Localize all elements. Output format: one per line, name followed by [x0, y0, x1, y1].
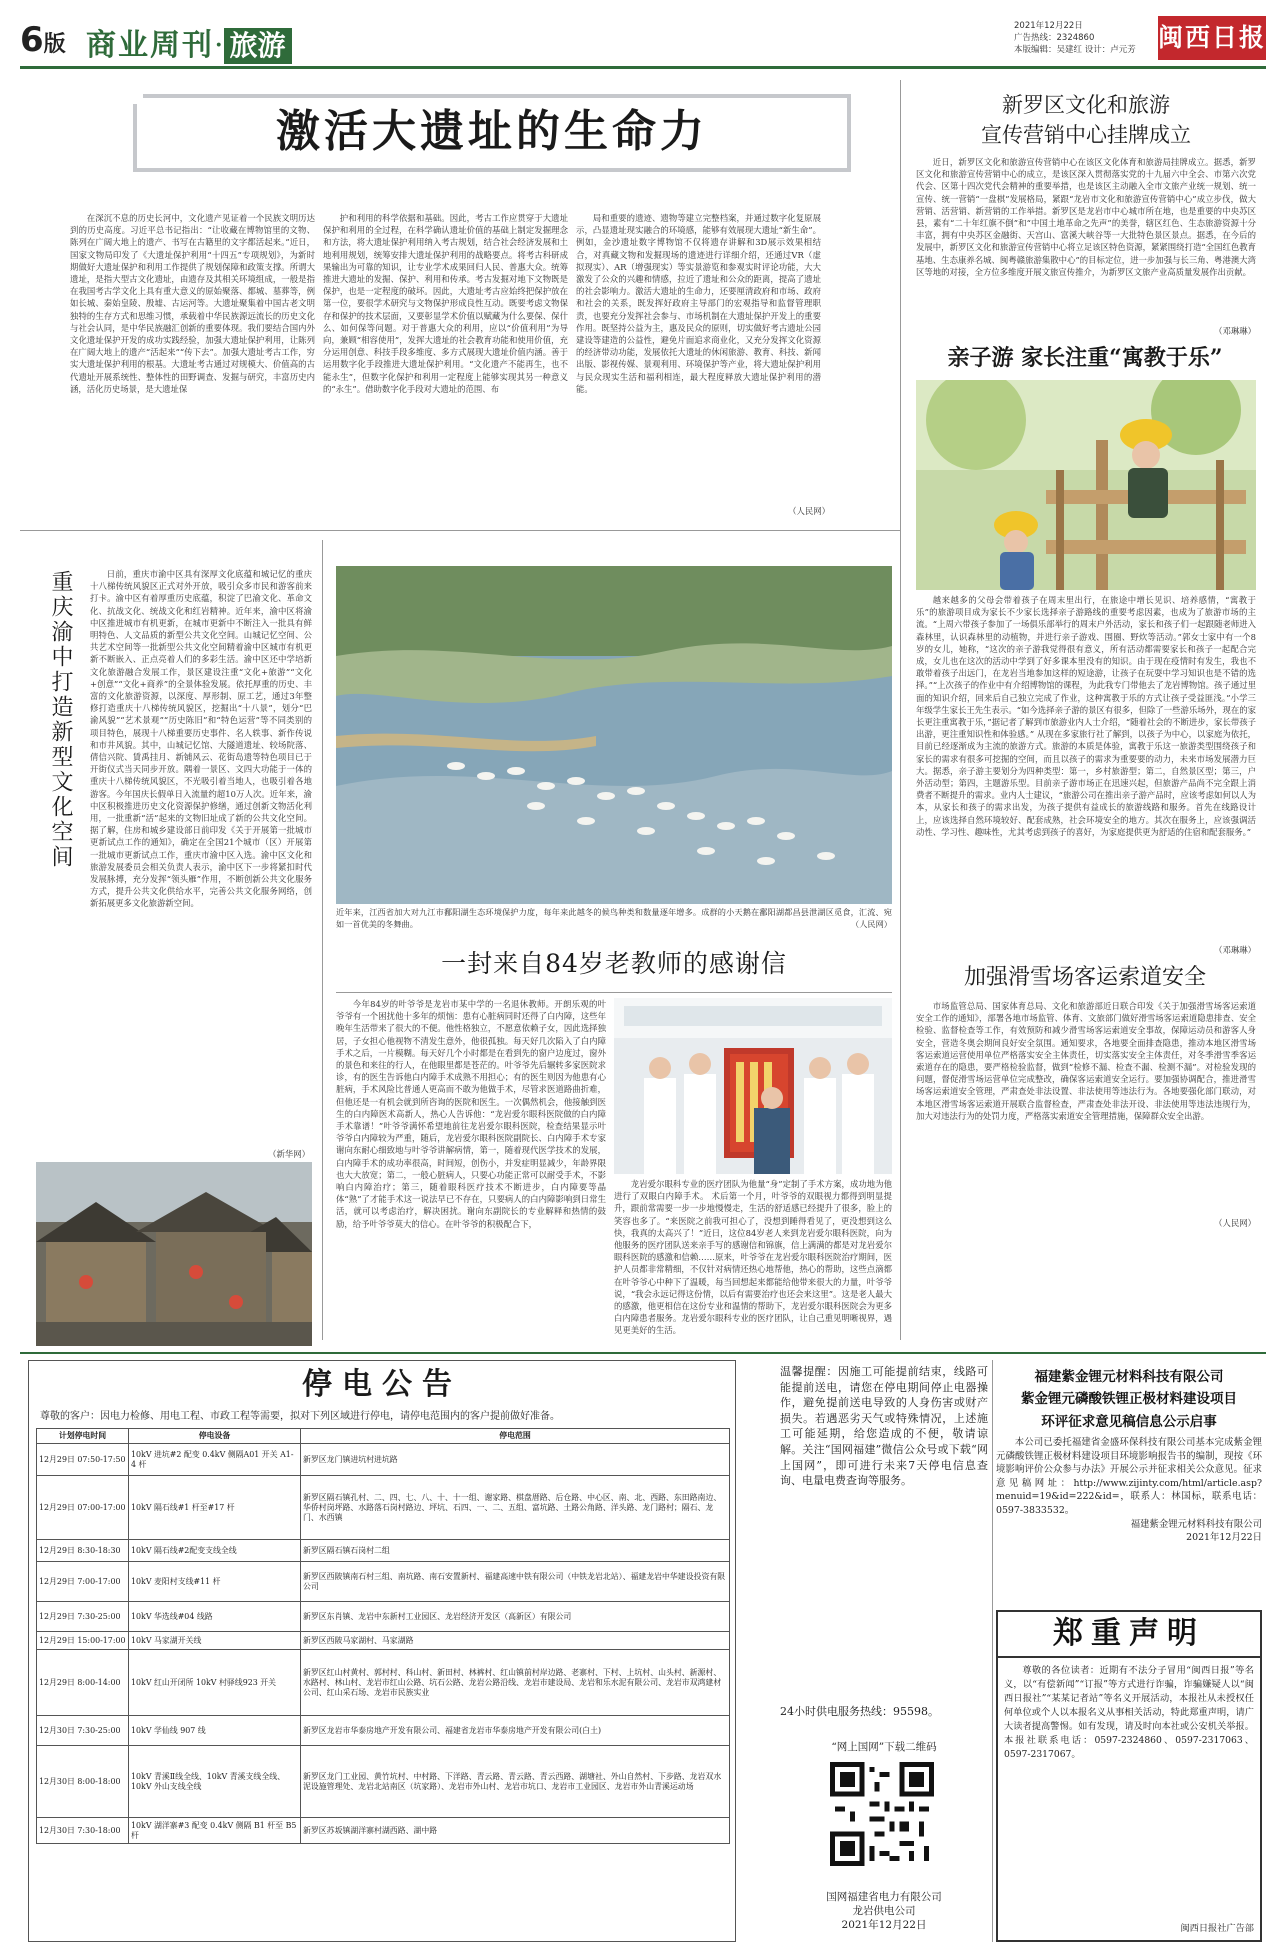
chongqing-body: 日前，重庆市渝中区具有深厚文化底蕴和城记忆的重庆十八梯传统风貌区正式对外开放，吸引众多市民和游客前来打卡。渝中区有着厚重历史底蕴，积淀了巴渝文化、革命文化、抗战文化、统战文化和红岩精神。近年来，渝中区将渝中区推进城市有机更新，在城市更新中不断注入一批具有鲜明特色、人文品质的新型公共文化空间。山城记忆空间、公共艺术空间等一批新型公共文化空间精着渝中区城市有机更新不断嵌入、正点亮着人们的多彩生活。渝中区还中学培新文化旅游融合发展工作，景区建设注重“文化+旅游”“文化+创意”“文化+商养”的全景体验发展。依托厚重的历史、丰富的文化旅游资源，以深度、厚形制、原工艺，通过3年整修打造重庆十八梯传统风貌区，挖掘出“十八景”，划分“巴渝风貌”“艺术景观”“历史陈旧”和“特色运营”等不同类别的项目特色，展现十八梯重要历史事件、名人轶事、新作传说和市井风貌。其中，山城记忆馆、大隧道遗址、较场院落、倩信兴院、賃禹挂月、新铺风云、花街岛遗等特色项目已于开街仪式当天同步开放。隅着一景区、文四大功能于一体的重庆十八梯传统风貌区，不光吸引着当地人，也吸引着各地游客。今年国庆长假单日入流量约超10万人次。近年来，渝中区积极推进历史文化资源保护修缮，通过创新文物活化利用，一批重新“活”起来的文物旧址成了新的公共文化空间。据了解，住房和城乡建设部日前印发《关于开展第一批城市更新试点工作的通知》，确定在全国21个城市（区）开展第一批城市更新试点工作，重庆市渝中区入选。渝中区文化和旅游发展委员会相关负责人表示，渝中区下一步将紧扣时代发展脉搏，充分发挥“领头雁”作用，不断创新公共文化服务方式，提升公共文化供给水平，完善公共文化服务网络，创新拓展更多文化旅游新空间。 [90, 569, 312, 909]
lead-column-3: 局和重要的遗迹、遗物等建立完整档案，并通过数字化复原展示，凸显遗址现实融合的环境感，能够有效展现大遗址“新生命”。例如，金沙遗址数字博物馆不仅将遗存讲解和3D展示效果相结合，对真藏文物和发掘现场的遗迹进行详细介绍，还通过VR（虚拟现实）、AR（增强现实）等实景游览和参观实时评论功能，大大激发了公众的兴趣和情感，拉近了遗址和公众的距离，提高了遗址的社会影响力。激活大遗址的生命力，还要厘清政府和市场、政府和社会的关系，既发挥好政府主导部门的宏观指导和监督管理职责，也要充分发挥社会参与、市场机制在大遗址保护开发上的重要作用。既坚持公益为主，惠及民众的原则，切实做好考古遗址公园建设等建造的公益性，避免片面追求商业化，又充分发挥文化资源的经济带动功能，发展依托大遗址的休闲旅游、教育、科技、新闻出版、影视传媒、景观利用、环境保护等产业，将大遗址保护利用与民众现实生活和福利相连，最大程度释放大遗址保护利用的潜能。 [576, 213, 821, 394]
vertical-divider-right [900, 80, 901, 1340]
bottom-divider-mid [992, 1360, 993, 1942]
outage-hotline: 24小时供电服务热线：95598。 [780, 1705, 939, 1718]
ski-byline: （人民网） [1214, 1218, 1256, 1228]
outage-header-device: 停电设备 [129, 1429, 301, 1444]
lead-title: 激活大遗址的生命力 [276, 106, 708, 157]
xinluo-byline: （邓琳琳） [1214, 326, 1256, 336]
parent-photo [916, 380, 1256, 590]
zijin-body: 本公司已委托福建省金盛环保科技有限公司基本完成紫金锂元磷酸铁锂正极材料建设项目环境影响报告书的编制，现按《环境影响评价公众参与办法》开展公示并征求相关公众意见。征求意见稿网址：http://www.zijinty.com/html/article.asp?menuid=19&id=222&id=，联系人：林国标，联系电话：0597-3833532。 [996, 1437, 1262, 1516]
masthead-rule [20, 66, 1266, 69]
table-row: 12月29日 7:00-17:00 10kV 麦阳村支线#11 杆 新罗区西陂镇南石村三组、南坑路、南石安置新村、福建高速中铁有限公司（中铁龙岩北站）、福建龙岩中华建设投资有限公司 [37, 1562, 730, 1602]
lead-divider-bottom [20, 530, 900, 531]
zijin-signer: 福建紫金锂元材料科技有限公司 [1130, 1518, 1262, 1530]
masthead-info: 2021年12月22日 广告热线：2324860 本版编辑：吴建红 设计：卢元芳 [1014, 21, 1136, 55]
outage-signature: 国网福建省电力有限公司 龙岩供电公司 2021年12月22日 [826, 1891, 942, 1931]
parent-body: 越来越多的父母会带着孩子在周末里出行，在旅途中增长见识、培养感情，“寓教于乐”的旅游项目成为家长不少家长选择亲子游路线的重要考虑因素，也成为了旅游市场的主流。“上周六带孩子参加了一场俱乐部举行的周末户外活动，家长和孩子们一起跟随老师进入森林里，认识森林里的动植物，并进行亲子游戏、围圈、野炊等活动。”郭女士家中有一个8岁的女儿，她称，“这次的亲子游我觉得很有意义，所有活动都需要家长和孩子一起配合完成，女儿也在这次的活动中学到了好多课本里没有的知识。由于现在疫情时有发生，我也不敢带着孩子出远门，在龙岩当地参加这样的短途游，让孩子在玩耍中学习知识也是不错的选择。”“上次孩子的作业中有介绍博物馆的课程，为此我专门带他去了龙岩博物馆。孩子通过里面的知识介绍，回来后自己独立完成了作业，这种寓教于乐的方式让孩子受益匪浅。”小学三年级学生家长王先生表示。“如今选择亲子游的景区有很多，但除了一些游乐场外，现在的家长更注重寓教于乐，”据记者了解到市旅游业内人士介绍，“随着社会的不断进步，家长带孩子出游，更注重知识性和体验感。” 从现在多家旅行社了解到，以孩子为中心，以家庭为依托，目前已经逐渐成为主流的旅游方式。旅游的本质是体验，寓教于乐这一旅游类型围绕孩子和家长的需求有很多可挖掘的空间，而且以孩子的需求为重要要的动力，未来市场发展潜力巨大。据悉，亲子游主要划分为四种类型：第一，乡村旅游型；第二，自然景区型；第三，户外活动型；第四，主题游乐型。目前亲子游市场正在迅速兴起，但旅游产品尚不完全跟上消费者不断提升的需求。业内人士建议，“旅游公司在推出亲子游产品时，应该考虑如何以人为本，从家长和孩子的需求出发，为孩子提供有益成长的旅游线路和服务。首先在线路设计上，应该选择自然环境较好、配套成熟，社会环境安全的地方。其次在服务上，应该强调活动性、学习性、趣味性，尤其考虑到孩子的喜好，为家庭提供更为舒适的住宿和配套服务。” [916, 595, 1256, 837]
ski-body: 市场监管总局、国家体育总局、文化和旅游部近日联合印发《关于加强滑雪场客运索道安全工作的通知》，部署各地市场监管、体育、文旅部门做好滑雪场客运索道隐患排查、安全检验、监督检查等工作，有效预防和减少滑雪场客运索道安全事故，保障运动员和游客人身安全，营造冬奥会期间良好安全氛围。通知要求，各地要全面排查隐患，推动本地区滑雪场客运索道运营使用单位严格落实安全主体责任，切实落实安全主体责任，对冬季滑雪季客运索道存在的隐患，要严格检验监督，做到“检修不漏、检查不漏、检测不漏”。对检验发现的问题，督促滑雪场运营单位完成整改，确保客运索道安全运行。要加强协调配合，推进滑雪场客运索道安全管理，严肃查处非法设置、非法使用等违法行为。各地要强化部门联动，对本地区滑雪场客运索道开展联合监督检查，严肃查处非法开设、非法使用等违法违规行为，加大对违法行为的处罚力度，严格落实索道安全管理措施，保障群众安全出游。 [916, 1001, 1256, 1121]
outage-table-header [37, 1429, 730, 1444]
qr-code-icon [830, 1762, 934, 1866]
chongqing-byline: （新华网） [268, 1149, 310, 1159]
chongqing-photo-svg [36, 1162, 312, 1346]
outage-tip: 温馨提醒：因施工可能提前结束，线路可能提前送电，请您在停电期间停止电器操作，避免提前送电导致的人身伤害或财产损失。若遇恶劣天气或特殊情况，上述施工可能延期，给您造成的不便，敬请谅解。关注“国网福建”微信公众号或下载“网上国网”，即可进行未来7天停电信息查询、电量电费查询等服务。 [780, 1365, 988, 1488]
chongqing-divider [322, 540, 323, 1340]
newspaper-logo: 闽西日报 [1158, 16, 1266, 60]
xinluo-title: 新罗区文化和旅游 宣传营销中心挂牌成立 [981, 93, 1191, 147]
lead-byline: （人民网） [788, 506, 830, 516]
table-row: 12月29日 15:00-17:00 10kV 马家湖开关线 新罗区西陂马家湖村、马家湖路 [37, 1632, 730, 1650]
letter-title: 一封来自84岁老教师的感谢信 [441, 949, 787, 978]
notice-body: 尊敬的各位读者：近期有不法分子冒用“闽西日报”等名义，以“有偿新闻”“订报”等方式进行诈骗，诈骗嫌疑人以“闽西日报社”“某某记者站”等名义开展活动，本报社从未授权任何单位或个人以本报名义从事相关活动，特此郑重声明，请广大读者提高警惕。如有发现，请及时向本社或公安机关举报。本报社联系电话：0597-2324860、0597-2317063、0597-2317067。 [1004, 1665, 1254, 1760]
letter-column-1: 今年84岁的叶爷爷是龙岩市某中学的一名退休教师。开朗乐观的叶爷爷有一个困扰他十多年的烦恼：患有心脏病同时还得了白内障，这些年晚年生活带来了很大的不便。他性格独立，不愿意依赖子女，因此选择独居，子女担心他视物不清发生意外，他很孤独。每天好几次陷入了白内障手术之后，一片模糊。每天好几个小时都是在看到先的窗户边度过，窗外的景色和来往的行人，在他眼里都是苍茫的。叶爷爷先后辗转多家医院求诊，有的医生告诉他白内障手术成熟不用担心；有的医生则因为他患有心脏病，手术风险比普通人更高而不敢为他做手术，尽管求医道路曲折难，但他还是一有机会就到所咨询的医院和医生。一次偶然机会，他接触到医生的白内障医术高新人，热心人告诉他：“龙岩爱尔眼科医院做的白内障手术靠谱！”叶爷爷满怀希望地前往龙岩爱尔眼科医院，检查结果显示叶爷爷白内障较为严重，随后，龙岩爱尔眼科医院副院长、白内障手术专家谢向东耐心细致地与叶爷爷讲解病情，第一，随着现代医学技术的发展，白内障手术的成功率很高，时间短，创伤小，并发症明显减少，年龄界限也大大放宽；第二，一般心脏病人，只要心功能正常可以耐受手术，不影响白内障治疗；第三，随着眼科医疗技术不断进步，白内障要等晶体“熟”了才能手术这一说法早已不存在，只要病人的白内障影响到日常生活，就可以考虑治疗，解决困扰。谢向东副院长的专业解释和热情的鼓励，给予叶爷爷莫大的信心。在叶爷爷的积极配合下， [336, 999, 606, 1229]
letter-photo-svg [614, 998, 892, 1174]
lead-title-deco [127, 88, 143, 104]
masthead [20, 14, 1266, 66]
zijin-project: 紫金锂元磷酸铁锂正极材料建设项目 [1021, 1391, 1237, 1407]
zijin-notice [996, 1366, 1262, 1545]
page-number: 6版 [20, 20, 66, 60]
table-row: 12月29日 7:30-25:00 10kV 华选线#04 线路 新罗区东肖镇、龙岩中东新村工业园区、龙岩经济开发区（高新区）有限公司 [37, 1602, 730, 1632]
lake-photo-svg [336, 566, 892, 904]
table-row: 12月30日 8:00-18:00 10kV 青溪Ⅱ线全线、10kV 青溪支线全线、10kV 外山支线全线 新罗区龙门工业园、黄竹坑村、中村路、下洋路、青云路、青云路、青云西路、湖塘社、外山自然村、下步路、龙岩双水泥设施管理处、龙岩北站南区（坑家路）、龙岩市外山村、龙岩市坑口、龙岩市工业园区、龙岩市外山青溪运动场 [37, 1746, 730, 1818]
lead-column-1: 在深沉不息的历史长河中，文化遗产见证着一个民族文明历达到的历史高度。习近平总书记指出：“让收藏在博物馆里的文物、陈列在广阔大地上的遗产、书写在古籍里的文字都活起来。”近日，国家文物局印发了《大遗址保护利用“十四五”专项规划》，为新时期做好大遗址保护和利用工作提供了规划保障和政策支撑。所谓大遗址，是指大型古文化遗址，由遗存及其相关环境组成，一般是指在我国考古学文化上具有重大意义的原始聚落、都城、墓葬等，例如长城、秦始皇陵、殷墟、古运河等。大遗址聚集着中国古老文明独特的生存方式和思维习惯，承载着中华民族源远流长的历史文化与社会认同，是中华民族融汇创新的重要体现。我们要结合国内外文化遗址保护开发的成功实践经验，加强大遗址保护利用，让陈列在广阔大地上的遗产“活起来”“传下去”。加强大遗址考古工作，穷实大遗址保护利用的根基。大遗址考古通过对规模大、价值高的古代遗址开展系统性、整体性的田野调查、发掘与研究，丰富历史内涵，活化历史场景，是大遗址保 [70, 213, 315, 394]
xinluo-body: 近日，新罗区文化和旅游宣传营销中心在该区文化体育和旅游局挂牌成立。据悉，新罗区文化和旅游宣传营销中心的成立，是该区深入贯彻落实党的十九届六中全会、市第六次党代会、区第十四次党代会精神的重要举措，也是该区主动融入全市文旅产业统一规划、统一宣传、统一营销“一盘棋”发展格局，紧跟“龙岩市文化和旅游宣传营销中心”成立步伐，做大营销、活营销、新营销的工作举措。新罗区是龙岩市中心城市所在地，也是重要的中央苏区县，素有“二十年红旗不倒”和“中国土地革命之先声”的美誉，辖区红色、生态旅游资源十分丰富，拥有中央苏区金融街、天宫山、富溪大峡谷等一大批特色景区景点。据悉，在今后的发展中，新罗区文化和旅游宣传营销中心将立足该区特色资源，紧紧围绕打造“全国红色教育基地、生态康养名城、闽粤赣旅游集散中心”的目标定位，进一步加强与长三角、粤港澳大湾区等地的对接，全方位多维度开展文旅宣传推介，为新罗区文旅产业高质量发展作出贡献。 [916, 157, 1256, 277]
notice-signer: 闽西日报社广告部 [1180, 1923, 1254, 1934]
lead-column-2: 护和利用的科学依据和基础。因此，考古工作应贯穿于大遗址保护和利用的全过程，在科学确认遗址价值的基础上制定发掘理念和方法，将大遗址保护利用纳入考古规划，结合社会经济发展和土地利用规划，统筹安排大遗址保护利用的战略要点。将考古科研成果输出为可靠的知识，让专业学术成果回归人民、普惠大众。统筹推进大遗址的发掘、保护、利用和传承。考古发掘对地下文物既是保护，也是一定程度的破坏。因此，大遗址考古应始终把保护放在第一位，要很学术研究与文物保护形成良性互动。既要考虑文物保存和保护的技术层面，又要彰显学术价值以赋藏为什么要保、保什么、如何保等问题。对于普惠大众的利用，应以“价值利用”为导向，兼顾“相容使用”，发挥大遗址的社会教育功能和使用价值，充分运用创意、科技手段多维度、多方式展现大遗址价值内涵。善于运用数字化手段推进大遗址保护利用。“文化遗产不能再生，也不能永生”，但数字化保护和利用一定程度上能够实现其另一种意义的“永生”。借助数字化手段对大遗址的范围、布 [323, 213, 568, 394]
outage-table [36, 1428, 730, 1844]
outage-title: 停电公告 [302, 1367, 462, 1402]
chongqing-photo [36, 1162, 312, 1346]
ski-title: 加强滑雪场客运索道安全 [963, 965, 1206, 990]
table-row: 12月29日 07:00-17:00 10kV 隔石线#1 杆至#17 杆 新罗区隔石镇孔村、二、四、七、八、十、十一组、谢家路、棋盘厝路、后仓路、中心区、南、北、西路、东田路南边、华侨村岗坪路、水路落石岗村路边、坪坑、石四、一、二、五组、富坑路、土路公角路、洋头路、龙门路村；隔石、龙门、水西镇 [37, 1476, 730, 1540]
parent-byline: （邓琳琳） [1214, 945, 1256, 955]
notice-title: 郑重声明 [996, 1610, 1262, 1658]
letter-title-rule [336, 992, 892, 993]
outage-header-time: 计划停电时间 [37, 1429, 129, 1444]
table-row: 12月29日 07:50-17:50 10kV 进坑#2 配变 0.4kV 侧隔A01 开关 A1-4 杆 新罗区龙门镇进坑村进坑路 [37, 1444, 730, 1476]
chongqing-title: 重庆渝中打造新型文化空间 [48, 570, 73, 870]
bottom-band-rule [20, 1352, 1266, 1354]
outage-intro: 尊敬的客户：因电力检修、用电工程、市政工程等需要，拟对下列区域进行停电，请停电范围内的客户提前做好准备。 [40, 1411, 560, 1422]
table-row: 12月29日 8:00-14:00 10kV 红山开闭所 10kV 村驿线923 开关 新罗区红山村黄村、郭村村、科山村、新田村、林裤村、红山镇前村岸边路、老寨村、下村、上坑村、山头村、新源村、水路村、林山村、龙岩市红山公路、坑石公路、龙岩公路沿线、龙岩市建设局、龙岩和乐水泥有限公司、龙岩市双鸿建材公司、红山采石场、龙岩市民族实业 [37, 1650, 730, 1716]
section-name: 商业周刊 [86, 28, 214, 63]
letter-column-2: 龙岩爱尔眼科专业的医疗团队为他量“身”定制了手术方案，成功地为他进行了双眼白内障手术。 术后第一个月，叶爷爷的双眼视力都得到明显提升，跟前常需要一步一步地慢慢走，生活的舒适感已经提升了很多，脸上的笑容也多了。“来医院之前我可担心了，没想到睡得看见了，更没想到这么快，我真的太高兴了！”近日，这位84岁老人来到龙岩爱尔眼科医院，向为他服务的医疗团队送来亲手写的感谢信和锦旗，信上满满的都是对龙岩爱尔眼科医院的感激和信赖……原来，叶爷爷在龙岩爱尔眼科医院治疗期间，医护人员都非常精细，不仅针对病情还热心地帮他，热心的帮助，这些点滴都在叶爷爷心中种下了温暖，每当回想起来都能给他带来很大的力量，叶爷爷说，“我会永远记得这份情，以后有需要治疗也还会来这里”。这是老人最大的感激，他更相信在这份专业和温情的帮助下，龙岩爱尔眼科医院会为更多白内障患者服务。龙岩爱尔眼科专业的医疗团队，让自己重见明晰视界，遇见更美好的生活。 [614, 1179, 892, 1336]
qr-caption: “网上国网”下载二维码 [831, 1741, 937, 1753]
zijin-company: 福建紫金锂元材料科技有限公司 [1034, 1369, 1224, 1385]
lake-photo [336, 566, 892, 904]
letter-photo [614, 998, 892, 1174]
table-row: 12月30日 7:30-25:00 10kV 学仙线 907 线 新罗区龙岩市华泰房地产开发有限公司、福建省龙岩市华泰房地产开发有限公司(白土) [37, 1716, 730, 1746]
lake-caption: 近年来，江西省加大对九江市鄱阳湖生态环境保护力度，每年来此越冬的候鸟种类和数量逐年增多。成群的小天鹅在鄱阳湖都昌县泄湖区觅食，汇流、宛如一首优美的冬舞曲。 （人民网） [336, 907, 892, 929]
outage-header-area: 停电范围 [301, 1429, 730, 1444]
parent-title: 亲子游 家长注重“寓教于乐” [947, 345, 1223, 371]
section-bar-green: 商业周刊· 旅游 [86, 20, 396, 56]
section-tag: 旅游 [224, 28, 292, 64]
qr-code-svg [830, 1762, 934, 1866]
zijin-subtitle: 环评征求意见稿信息公示启事 [1041, 1414, 1217, 1430]
table-row: 12月30日 7:30-18:00 10kV 湖洋寨#3 配变 0.4kV 侧隔 B1 杆至 B5 杆 新罗区苏坂镇湖洋寨村湖西路、湖中路 [37, 1818, 730, 1844]
table-row: 12月29日 8:30-18:30 10kV 隔石线#2配变支线全线 新罗区隔石镇石岗村二组 [37, 1540, 730, 1562]
parent-photo-svg [916, 380, 1256, 590]
zijin-date: 2021年12月22日 [1186, 1532, 1262, 1544]
